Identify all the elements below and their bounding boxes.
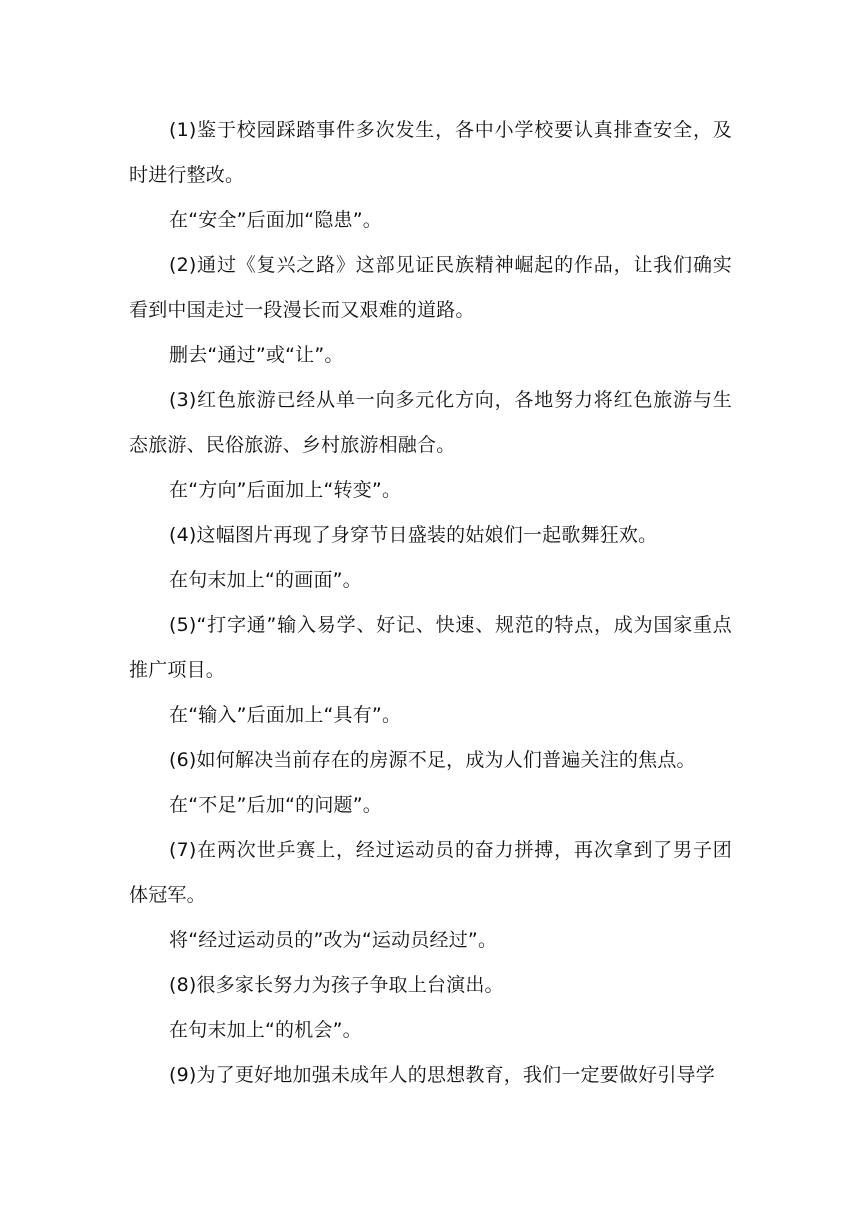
question-4: (4)这幅图片再现了身穿节日盛装的姑娘们一起歌舞狂欢。	[169, 524, 658, 546]
question-6: (6)如何解决当前存在的房源不足，成为人们普遍关注的焦点。	[169, 749, 696, 771]
question-7: (7)在两次世乒赛上，经过运动员的奋力拼搏，再次拿到了男子团体冠军。	[129, 839, 732, 906]
question-5: (5)“打字通”输入易学、好记、快速、规范的特点，成为国家重点推广项目。	[129, 614, 732, 681]
answer-2: 删去“通过”或“让”。	[169, 344, 344, 366]
answer-1: 在“安全”后面加“隐患”。	[169, 209, 382, 231]
answer-4: 在句末加上“的画面”。	[169, 569, 362, 591]
question-8: (8)很多家长努力为孩子争取上台演出。	[169, 974, 504, 996]
question-1: (1)鉴于校园踩踏事件多次发生，各中小学校要认真排查安全，及时进行整改。	[129, 119, 732, 186]
question-2: (2)通过《复兴之路》这部见证民族精神崛起的作品，让我们确实看到中国走过一段漫长而又艰难的道路。	[129, 254, 732, 321]
document-body	[129, 108, 732, 1098]
answer-8: 在句末加上“的机会”。	[169, 1019, 362, 1041]
question-3: (3)红色旅游已经从单一向多元化方向，各地努力将红色旅游与生态旅游、民俗旅游、乡村旅游相融合。	[129, 389, 732, 456]
answer-6: 在“不足”后加“的问题”。	[169, 794, 382, 816]
question-9: (9)为了更好地加强未成年人的思想教育，我们一定要做好引导学	[169, 1064, 715, 1086]
answer-5: 在“输入”后面加上“具有”。	[169, 704, 402, 726]
answer-3: 在“方向”后面加上“转变”。	[169, 479, 402, 501]
answer-7: 将“经过运动员的”改为“运动员经过”。	[169, 929, 498, 951]
